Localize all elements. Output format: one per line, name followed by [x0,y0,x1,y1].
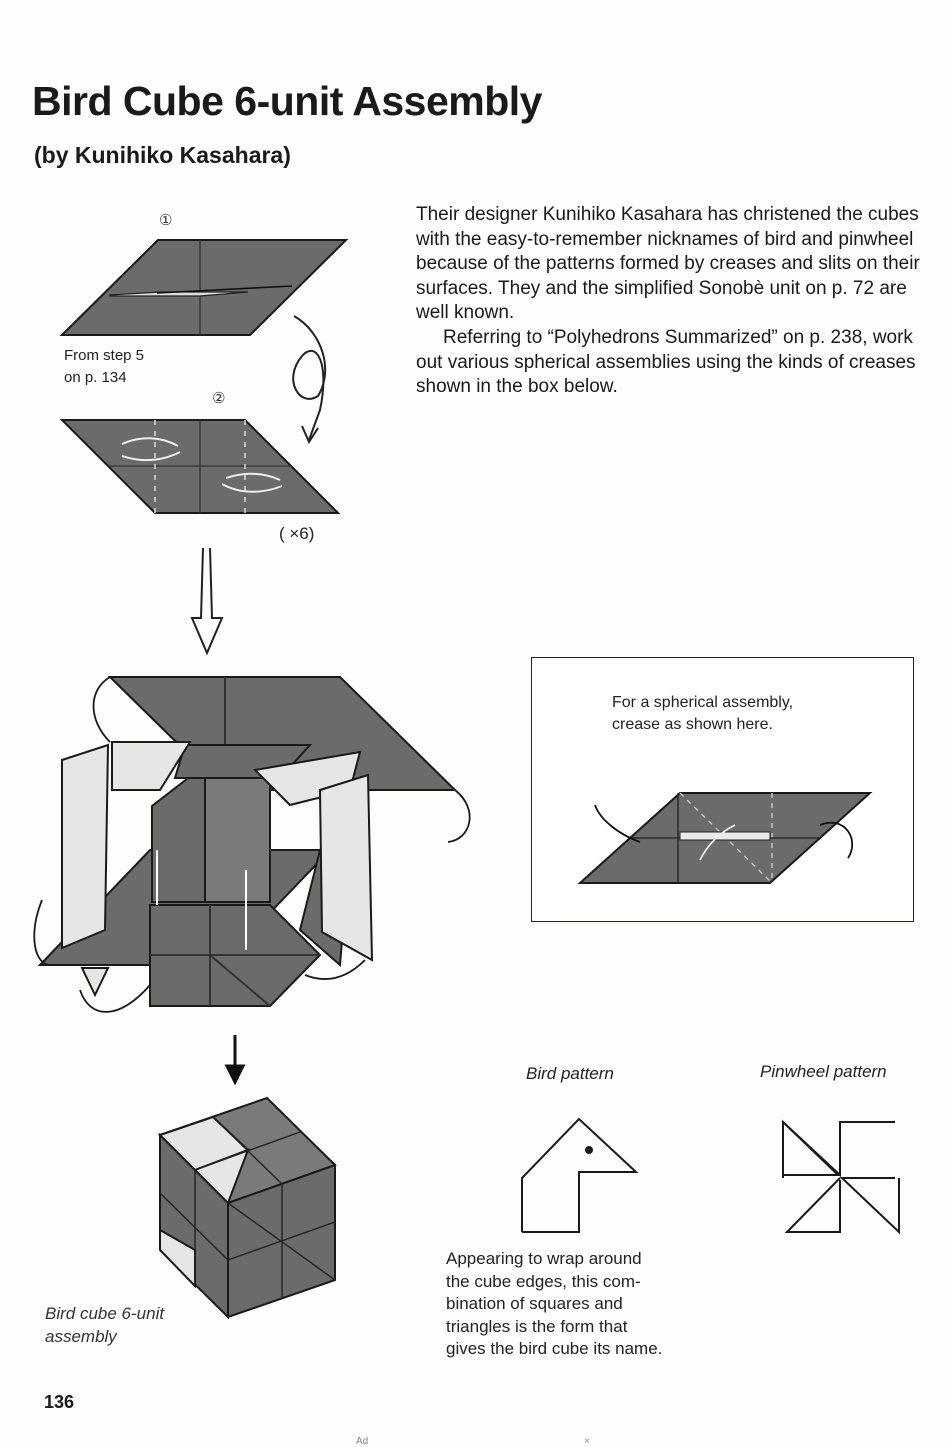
explanation-line-3: bination of squares and [446,1294,623,1314]
bottom-artifact-mark: × [584,1436,590,1447]
step-2-marker: ② [212,390,226,407]
from-step-line-1: From step 5 [64,347,145,364]
explanation-line-5: gives the bird cube its name. [446,1339,663,1359]
cube-caption-line-2: assembly [45,1327,117,1346]
cube-caption-line-1: Bird cube 6-unit [45,1304,165,1323]
bird-pattern-icon [522,1119,636,1232]
intro-paragraph-2: Referring to “Polyhedrons Summarized” on p. 238, work out various spherical assemblies using the kinds of creases shown in the box below. [416,326,916,398]
intro-paragraph-1: Their designer Kunihiko Kasahara has christened the cubes with the easy-to-remember nicknames of bird and pinwheel because of the patterns formed by creases and slits on their surfaces. They and the simplified Sonobè unit on p. 72 are well known. [416,204,920,324]
pinwheel-pattern-icon [783,1122,899,1232]
page-number: 136 [44,1392,75,1412]
page-subtitle: (by Kunihiko Kasahara) [34,142,291,168]
bird-pattern-explanation [446,1248,662,1361]
page-title: Bird Cube 6-unit Assembly [32,78,542,124]
explanation-line-4: triangles is the form that [446,1316,628,1336]
pinwheel-pattern-label: Pinwheel pattern [760,1062,887,1081]
spherical-caption-line-1: For a spherical assembly, [612,694,794,711]
explanation-line-1: Appearing to wrap around [446,1249,642,1268]
step-1-marker: ① [159,212,173,229]
spherical-caption-line-2: crease as shown here. [612,716,773,733]
explanation-line-2: the cube edges, this com- [446,1271,641,1291]
bird-pattern-label: Bird pattern [526,1064,614,1083]
bird-cube-caption [45,1302,164,1348]
unit-multiplier: ( ×6) [279,524,315,543]
bottom-artifact-text: Ad [356,1436,369,1447]
from-step-line-2: on p. 134 [64,369,127,386]
